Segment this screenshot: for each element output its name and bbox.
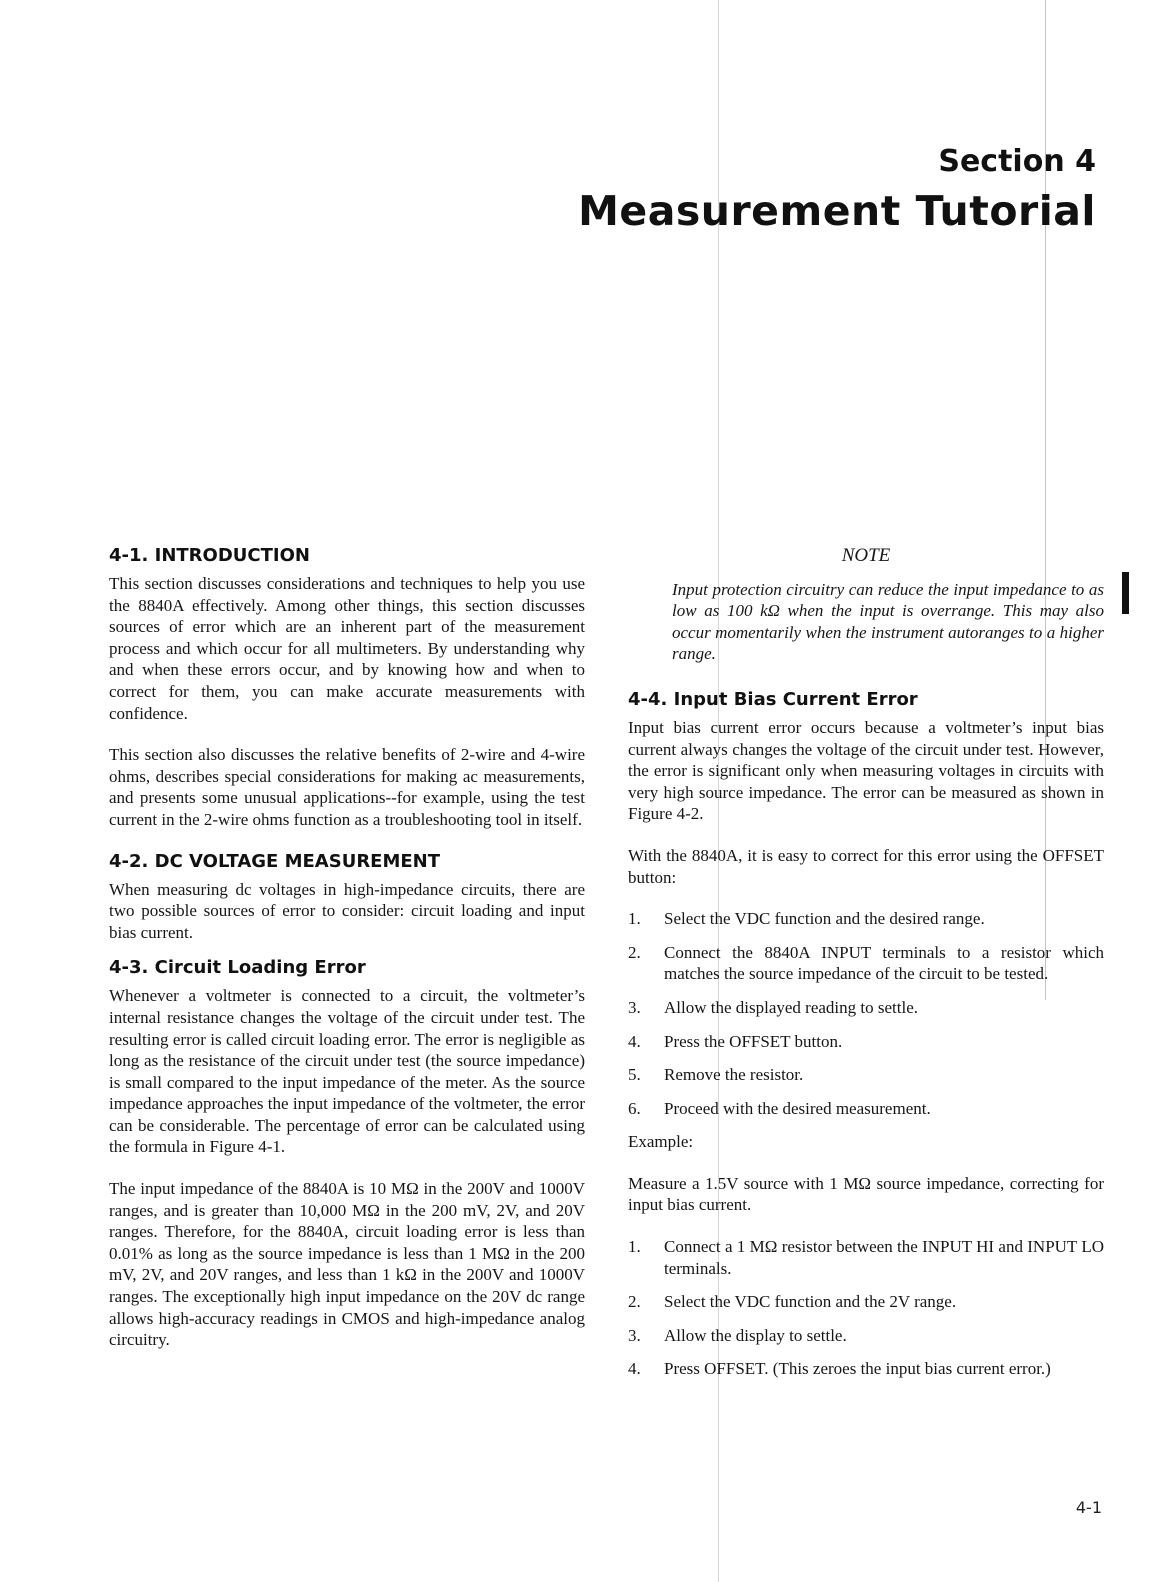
list-item: 1. Connect a 1 MΩ resistor between the INPUT HI and INPUT LO terminals. [628, 1237, 1104, 1278]
paragraph-intro-1: This section discusses considerations and techniques to help you use the 8840A effectively. Among other things, this section discusses sources of error which are an inherent part of the measurement process and which occur for all multimeters. By understanding why and when these errors occur, and by knowing how and when to correct for them, you can make accurate measurements with confidence. [109, 574, 585, 723]
paragraph-input-bias: Input bias current error occurs because a voltmeter’s input bias current always changes the voltage of the circuit under test. However, the error is significant only when measuring voltages in circuits with very high source impedance. The error can be measured as shown in Figure 4-2. [628, 717, 1104, 824]
heading-introduction: 4-1. INTRODUCTION [109, 545, 310, 566]
note-body: Input protection circuitry can reduce the input impedance to as low as 100 kΩ when the input is overrange. This may also occur momentarily when the instrument autoranges to a higher range. [672, 579, 1104, 664]
right-column [628, 545, 1104, 1392]
list-item: 4. Press OFFSET. (This zeroes the input bias current error.) [628, 1359, 1051, 1379]
list-item: 3. Allow the displayed reading to settle. [628, 997, 918, 1017]
note-heading: NOTE [841, 545, 891, 566]
list-item: 1. Select the VDC function and the desired range. [628, 909, 985, 929]
list-item: 6. Proceed with the desired measurement. [628, 1098, 931, 1118]
heading-input-bias: 4-4. Input Bias Current Error [628, 688, 918, 710]
example-text: Measure a 1.5V source with 1 MΩ source impedance, correcting for input bias current. [628, 1173, 1104, 1215]
list-item: 4. Press the OFFSET button. [628, 1031, 843, 1051]
paragraph-offset-correction: With the 8840A, it is easy to correct for this error using the OFFSET button: [628, 845, 1104, 887]
list-item: 5. Remove the resistor. [628, 1065, 804, 1085]
list-item: 2. Select the VDC function and the 2V range. [628, 1292, 957, 1312]
paragraph-circuit-loading-2: The input impedance of the 8840A is 10 MΩ in the 200V and 1000V ranges, and is greater than 10,000 MΩ in the 200 mV, 2V, and 20V ranges. Therefore, for the 8840A, circuit loading error is less than 0.01% as long as the source impedance is less than 1 MΩ in the 200 mV, 2V, and 20V ranges, and less than 1 kΩ in the 200V and 1000V ranges. The exceptionally high input impedance on the 20V dc range allows high-accuracy readings in CMOS and high-impedance analog circuitry. [109, 1179, 585, 1350]
heading-circuit-loading: 4-3. Circuit Loading Error [109, 957, 366, 979]
list-item: 2. Connect the 8840A INPUT terminals to a resistor which matches the source impedance of the circuit to be tested. [628, 942, 1104, 984]
example-label: Example: [628, 1132, 694, 1152]
section-number: Section 4 [938, 144, 1096, 179]
list-item: 3. Allow the display to settle. [628, 1325, 847, 1345]
paragraph-intro-2: This section also discusses the relative benefits of 2-wire and 4-wire ohms, describes special considerations for making ac measurements, and presents some unusual applications--for example, using the test current in the 2-wire ohms function as a troubleshooting tool in itself. [109, 745, 585, 829]
page-number: 4-1 [1075, 1498, 1102, 1517]
left-column [109, 545, 585, 1351]
page-title: Measurement Tutorial [578, 187, 1096, 235]
paragraph-dc-voltage: When measuring dc voltages in high-impedance circuits, there are two possible sources of error to consider: circuit loading and input bias current. [109, 879, 585, 942]
change-bar-marker [1122, 572, 1129, 614]
example-steps-list [628, 1236, 1104, 1380]
paragraph-circuit-loading-1: Whenever a voltmeter is connected to a circuit, the voltmeter’s internal resistance changes the voltage of the circuit under test. The resulting error is called circuit loading error. The error is negligible as long as the resistance of the circuit under test (the source impedance) is small compared to the input impedance of the meter. As the source impedance approaches the input impedance of the voltmeter, the error can be considerable. The percentage of error can be calculated using the formula in Figure 4-1. [109, 986, 585, 1157]
heading-dc-voltage: 4-2. DC VOLTAGE MEASUREMENT [109, 850, 441, 872]
offset-steps-list [628, 908, 1104, 1119]
